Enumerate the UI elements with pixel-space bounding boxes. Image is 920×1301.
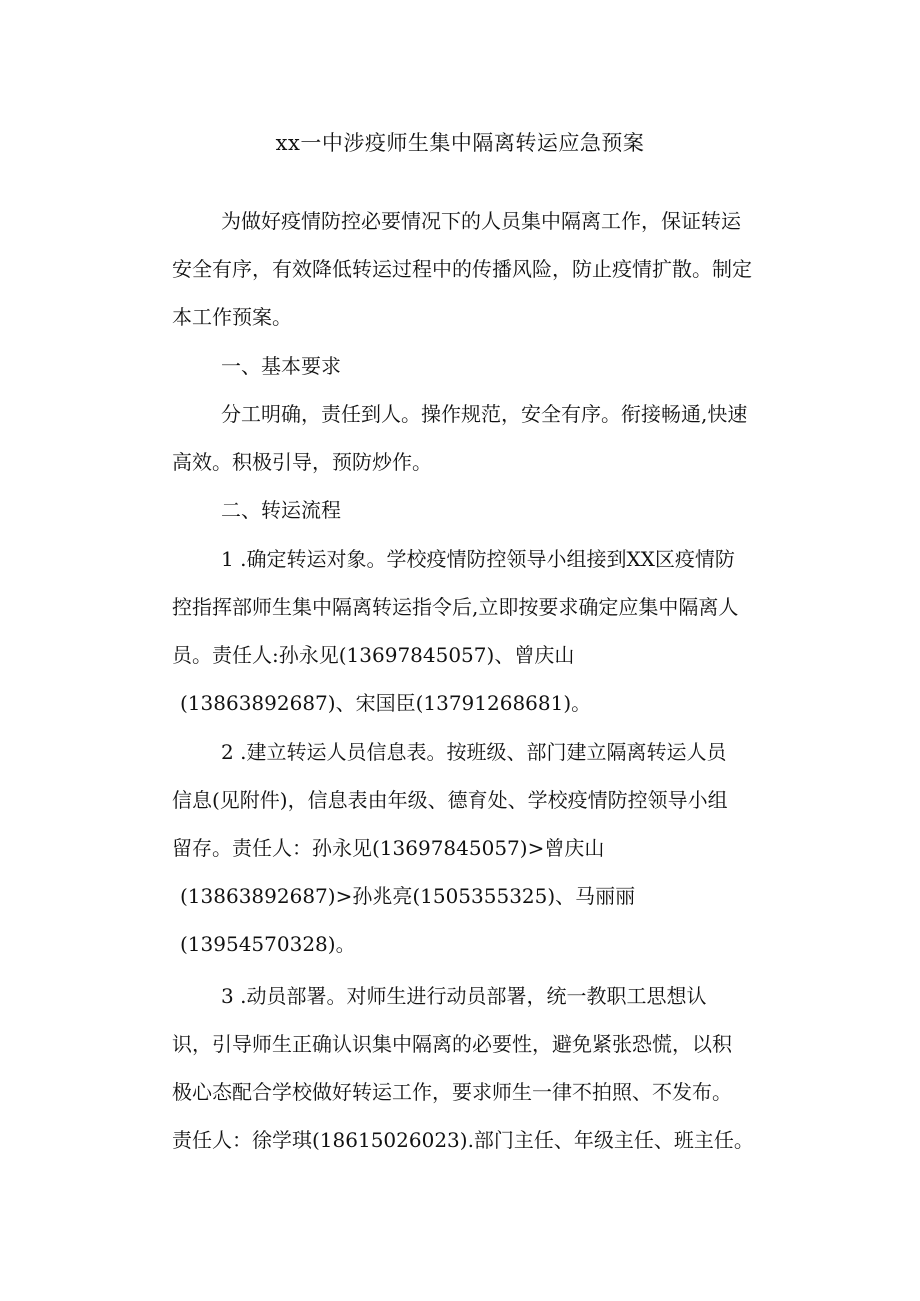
text-line: 责任人：徐学琪(18615026023).部门主任、年级主任、班主任。	[172, 1128, 754, 1152]
text-line: (13863892687)>孙兆亮(1505355325)、马丽丽	[180, 884, 636, 908]
text-line: 本工作预案。	[172, 305, 292, 329]
text-line: 安全有序，有效降低转运过程中的传播风险，防止疫情扩散。制定	[172, 257, 752, 281]
text-line: 信息(见附件)，信息表由年级、德育处、学校疫情防控领导小组	[172, 788, 728, 812]
text-line: 分工明确，责任到人。操作规范，安全有序。衔接畅通,快速	[221, 402, 748, 426]
text-line: 留存。责任人：孙永见(13697845057)>曾庆山	[172, 836, 605, 860]
text-line: 识，引导师生正确认识集中隔离的必要性，避免紧张恐慌，以积	[172, 1032, 732, 1056]
text-line: 员。责任人:孙永见(13697845057)、曾庆山	[172, 643, 575, 667]
text-line: 1 .确定转运对象。学校疫情防控领导小组接到XX区疫情防	[221, 547, 735, 571]
text-line: (13954570328)。	[180, 932, 356, 956]
text-line: 高效。积极引导，预防炒作。	[172, 450, 432, 474]
text-line: 为做好疫情防控必要情况下的人员集中隔离工作，保证转运	[221, 209, 741, 233]
text-line: 3 .动员部署。对师生进行动员部署，统一教职工思想认	[221, 984, 707, 1008]
text-line: 2 .建立转运人员信息表。按班级、部门建立隔离转运人员	[221, 740, 727, 764]
page-title: xx一中涉疫师生集中隔离转运应急预案	[275, 131, 645, 155]
text-line: 极心态配合学校做好转运工作，要求师生一律不拍照、不发布。	[172, 1080, 732, 1104]
section-heading: 二、转运流程	[221, 498, 341, 522]
section-heading: 一、基本要求	[221, 354, 341, 378]
text-line: (13863892687)、宋国臣(13791268681)。	[180, 691, 592, 715]
text-line: 控指挥部师生集中隔离转运指令后,立即按要求确定应集中隔离人	[172, 595, 739, 619]
